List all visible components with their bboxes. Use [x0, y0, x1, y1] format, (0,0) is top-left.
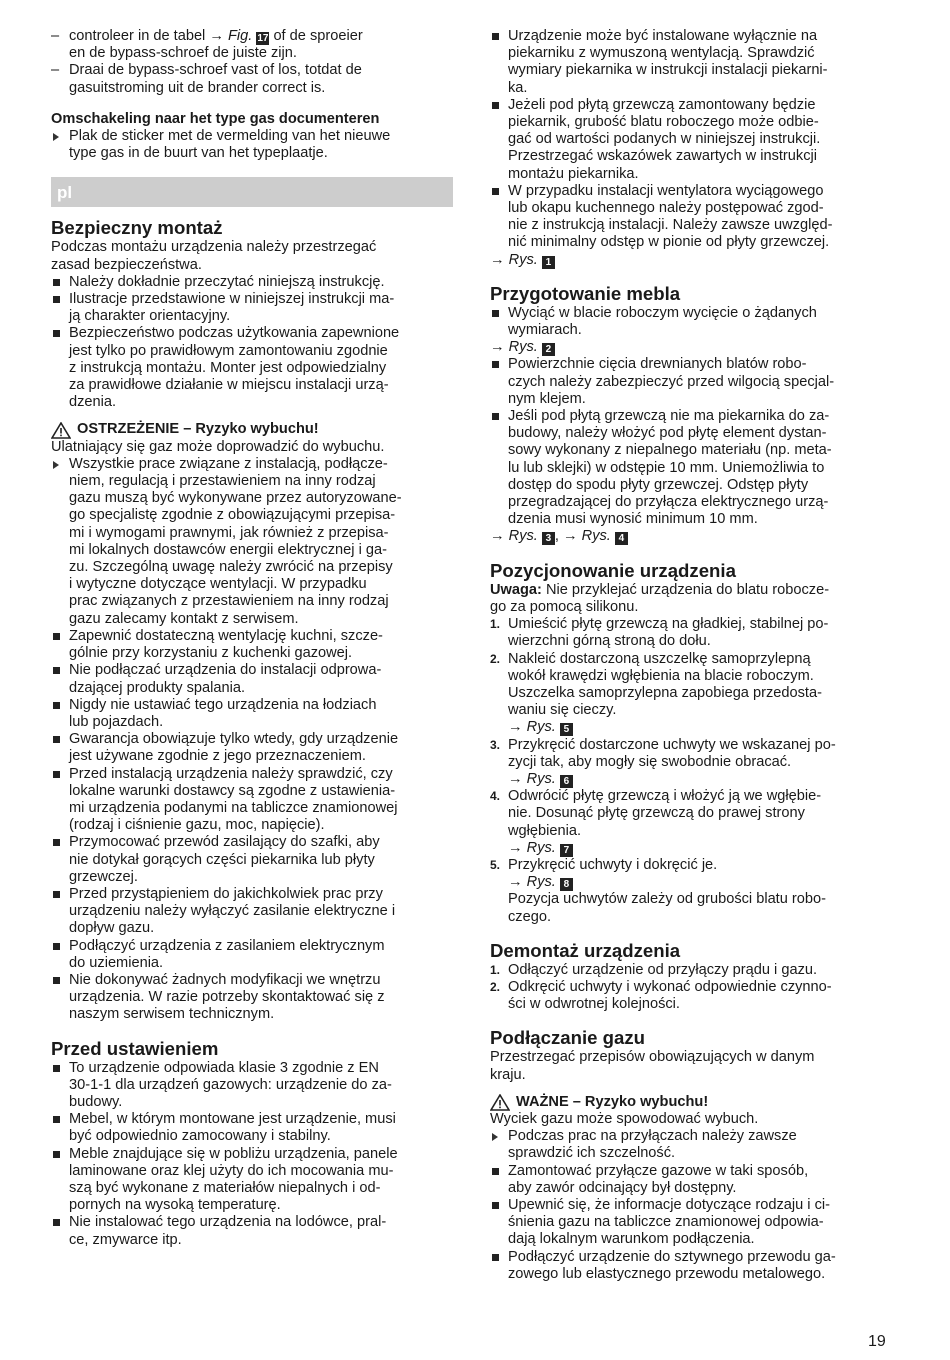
numbered-step: 2. Odkręcić uchwyty i wykonać odpowiednie czynno- ści w odwrotnej kolejności.: [490, 978, 832, 1013]
list-item: Należy dokładnie przeczytać niniejszą instrukcję.: [51, 274, 453, 291]
figure-ref-badge: 5: [560, 723, 573, 736]
list-item: Bezpieczeństwo podczas użytkowania zapewnione jest tylko po prawidłowym zamontowaniu zgodnie z instrukcją montażu. Monter jest odpowiedzialny za prawidłowe działanie w miejscu instalacji urzą- dzenia.: [51, 325, 453, 411]
step-item: Plak de sticker met de vermelding van het nieuwe type gas in de buurt van het typeplaatje.: [51, 128, 453, 162]
list-item: Przed instalacją urządzenia należy sprawdzić, czy lokalne warunki dostawcy są zgodne z ustawienia- mi urządzenia podanymi na tabliczce znamionowej (rodzaj i ciśnienie gazu, moc, napięcie).: [51, 766, 453, 835]
bullet-icon: [53, 1116, 60, 1123]
numbered-step: 5. Przykręcić uchwyty i dokręcić je. → Rys. 8 Pozycja uchwytów zależy od grubości blatu robo- czego.: [490, 857, 893, 926]
step-arrow-icon: [53, 133, 59, 141]
step-item: Podczas prac na przyłączach należy zawsze sprawdzić ich szczelność.: [490, 1128, 893, 1162]
figure-ref-badge: 8: [560, 878, 573, 891]
bullet-icon: [53, 296, 60, 303]
figure-ref: → Rys. 7: [508, 840, 893, 857]
section-heading: Omschakeling naar het type gas documenteren: [51, 110, 380, 127]
step-arrow-icon: [492, 1133, 498, 1141]
figure-ref-badge: 17: [257, 33, 269, 44]
bullet-icon: [53, 771, 60, 778]
bullet-list: [490, 1163, 893, 1283]
section-title: Pozycjonowanie urządzenia: [490, 559, 736, 581]
figure-ref: → Rys. 8: [508, 874, 893, 891]
dash-item: – Draai de bypass-schroef vast of los, totdat de gasuitstroming uit de brander correct is.: [51, 62, 362, 96]
dash-item: – controleer in de tabel → Fig. 17 of de sproeier en de bypass-schroef de juiste zijn.: [51, 28, 363, 62]
bullet-icon: [53, 633, 60, 640]
bullet-icon: [53, 839, 60, 846]
list-item: Nie dokonywać żadnych modyfikacji we wnętrzu urządzenia. W razie potrzeby skontaktować się z naszym serwisem technicznym.: [51, 972, 453, 1024]
section-title: Demontaż urządzenia: [490, 939, 681, 961]
bullet-icon: [492, 188, 499, 195]
bullet-icon: [53, 736, 60, 743]
figure-ref-badge: 4: [615, 532, 628, 545]
list-item: Podłączyć urządzenie do sztywnego przewodu ga- zowego lub elastycznego przewodu metalowego.: [490, 1249, 893, 1283]
bullet-icon: [492, 361, 499, 368]
step-arrow-icon: [53, 461, 59, 469]
step-number: 3.: [490, 737, 501, 752]
bullet-icon: [53, 1151, 60, 1158]
bullet-icon: [492, 1254, 499, 1261]
bullet-icon: [53, 943, 60, 950]
list-item: Zamontować przyłącze gazowe w taki sposób, aby zawór odcinający był dostępny.: [490, 1163, 893, 1197]
numbered-list: [490, 616, 893, 926]
bullet-icon: [53, 1219, 60, 1226]
bullet-icon: [53, 977, 60, 984]
list-item: Zapewnić dostateczną wentylację kuchni, szcze- gólnie przy korzystaniu z kuchenki gazowej.: [51, 628, 453, 662]
bullet-icon: [492, 1202, 499, 1209]
bullet-icon: [53, 702, 60, 709]
bullet-icon: [53, 667, 60, 674]
figure-ref: → Rys. 3 , → Rys. 4: [490, 528, 893, 545]
list-item: Mebel, w którym montowane jest urządzenie, musi być odpowiednio zamocowany i stabilny.: [51, 1111, 453, 1145]
left-column: – controleer in de tabel → Fig. 17 of de sproeier en de bypass-schroef de juiste zijn. – Draai de bypass-schroef vast of los, totdat de gasuitstroming uit de brander correct is. Omschakeling naar het type gas documenteren Plak de sticker met de vermelding van het nieuwe type gas in de buurt van het typeplaatje. pl Bezpieczny montaż Podczas montażu urządzenia należy przestrzegać zasad bezpieczeństwa. Należy dokładnie przeczytać niniejszą instrukcję. Ilustracje przedstawione w niniejszej instrukcji ma- ją charakter orientacyjny. Bezpieczeństwo podczas użytkowania zapewnione jest tylko po prawidłowym zamontowaniu zgodnie z instrukcją montażu. Monter jest odpowiedzialny za prawidłowe działanie w miejscu instalacji urzą- dzenia. OSTRZEŻENIE – Ryzyko wybuchu! Ulatniający się gaz może doprowadzić do wybuchu. Wszystkie prace związane z instalacją, podłącze- niem, regulacją i przestawieniem na inny rodzaj gazu muszą być wykonywane przez autoryzowane- go specjalistę zgodnie z obowiązującymi przepisa- mi i wymogami prawnymi, jak również z przepisa- mi lokalnych dostawców energii elektrycznej i ga- zu. Szczególną uwagę należy zwrócić na przepisy i wytyczne dotyczące wentylacji. W przypadku prac związanych z przestawieniem na inny rodzaj gazu zalecamy kontakt z serwisem. Zapewnić dostateczną wentylację kuchni, szcze- gólnie przy korzystaniu z kuchenki gazowej. Nie podłączać urządzenia do instalacji odprowa- dzającej produkty spalania. Nigdy nie ustawiać tego urządzenia na łodziach lub pojazdach. Gwarancja obowiązuje tylko wtedy, gdy urządzenie jest używane zgodnie z jego przeznaczeniem. Przed instalacją urządzenia należy sprawdzić, czy lokalne warunki dostawcy są zgodne z ustawienia- mi urządzenia podanymi na tabliczce znamionowej (rodzaj i ciśnienie gazu, moc, napięcie). Przymocować przewód zasilający do szafki, aby nie dotykał gorących części piekarnika lub płyty grzewczej. Przed przystąpieniem do jakichkolwiek prac przy urządzeniu należy wyłączyć zasilanie elektryczne i dopływ gazu. Podłączyć urządzenia z zasilaniem elektrycznym do uziemienia. Nie dokonywać żadnych modyfikacji we wnętrzu urządzenia. W razie potrzeby skontaktować się z naszym serwisem technicznym. Przed ustawieniem To urządzenie odpowiada klasie 3 zgodnie z EN 30-1-1 dla urządzeń gazowych: urządzenie do za- budowy. Mebel, w którym montowane jest urządzenie, musi być odpowiednio zamocowany i stabilny. Meble znajdujące się w pobliżu urządzenia, panele laminowane oraz klej użyty do ich mocowania mu- szą być wykonane z materiałów niepalnych i od- pornych na wysoką temperaturę. Nie instalować tego urządzenia na lodówce, pral- ce, zmywarce itp.: [51, 28, 453, 1249]
language-bar: pl: [51, 177, 453, 207]
bullet-icon: [492, 310, 499, 317]
bullet-list: [51, 628, 453, 1024]
warning-icon: [490, 1094, 510, 1111]
note: Uwaga: Nie przyklejać urządzenia do blatu robocze-: [490, 581, 830, 598]
figure-ref-badge: 7: [560, 844, 573, 857]
list-item: Gwarancja obowiązuje tylko wtedy, gdy urządzenie jest używane zgodnie z jego przeznaczeniem.: [51, 731, 453, 765]
figure-ref-badge: 2: [542, 343, 555, 356]
numbered-step: 4. Odwrócić płytę grzewczą i włożyć ją we wgłębie- nie. Dosunąć płytę grzewczą do prawej strony wgłębienia. → Rys. 7: [490, 788, 893, 857]
figure-ref: → Rys. 5: [508, 719, 893, 736]
step-number: 2.: [490, 651, 501, 666]
list-item: Jeśli pod płytą grzewczą nie ma piekarnika do za- budowy, należy włożyć pod płytę element dystan- sowy wykonany z niepalnego materiału (np. meta- lu lub sklejki) w odstępie 10 mm. Uniemożliwia to dostęp do spodu płyty grzewczej. Odstęp płyty przegradzającej do przyłącza elektrycznego urzą- dzenia musi wynosić minimum 10 mm.: [490, 408, 893, 528]
warning-title: OSTRZEŻENIE – Ryzyko wybuchu!: [51, 421, 453, 438]
warning-icon: [51, 422, 71, 439]
list-item: Przymocować przewód zasilający do szafki, aby nie dotykał gorących części piekarnika lub płyty grzewczej.: [51, 834, 453, 886]
bullet-icon: [492, 413, 499, 420]
step-number: 5.: [490, 857, 501, 872]
section-title: Podłączanie gazu: [490, 1027, 645, 1049]
list-item: Urządzenie może być instalowane wyłącznie na piekarniku z wymuszoną wentylacją. Sprawdzić wymiary piekarnika w instrukcji instalacji piekarni- ka.: [490, 28, 893, 97]
list-item: Meble znajdujące się w pobliżu urządzenia, panele laminowane oraz klej użyty do ich mocowania mu- szą być wykonane z materiałów niepalnych i od- pornych na wysoką temperaturę.: [51, 1146, 453, 1215]
list-item: W przypadku instalacji wentylatora wyciągowego lub okapu kuchennego należy postępować zgod- nie z instrukcją instalacji. Należy zawsze uwzględ- nić minimalny odstęp w pionie od płyty grzewczej.: [490, 183, 893, 252]
section-title: Przygotowanie mebla: [490, 282, 681, 304]
numbered-step: 2. Nakleić dostarczoną uszczelkę samoprzylepną wokół krawędzi wgłębienia na blacie roboczym. Uszczelka samoprzylepna zapobiega przedosta- waniu się cieczy. → Rys. 5: [490, 651, 893, 737]
list-item: Nigdy nie ustawiać tego urządzenia na łodziach lub pojazdach.: [51, 697, 453, 731]
numbered-step: 3. Przykręcić dostarczone uchwyty we wskazanej po- zycji tak, aby mogły się swobodnie obracać. → Rys. 6: [490, 737, 893, 789]
step-item: Wszystkie prace związane z instalacją, podłącze- niem, regulacją i przestawieniem na inny rodzaj gazu muszą być wykonywane przez autoryzowane- go specjalistę zgodnie z obowiązującymi przepisa- mi i wymogami prawnymi, jak również z przepisa- mi lokalnych dostawców energii elektrycznej i ga- zu. Szczególną uwagę należy zwrócić na przepisy i wytyczne dotyczące wentylacji. W przypadku prac związanych z przestawieniem na inny rodzaj gazu zalecamy kontakt z serwisem.: [51, 456, 453, 628]
bullet-list: [490, 356, 893, 528]
figure-ref: → Rys. 6: [508, 771, 893, 788]
list-item: Przed przystąpieniem do jakichkolwiek prac przy urządzeniu należy wyłączyć zasilanie elektryczne i dopływ gazu.: [51, 886, 453, 938]
list-item: Nie instalować tego urządzenia na lodówce, pral- ce, zmywarce itp.: [51, 1214, 453, 1248]
bullet-icon: [53, 891, 60, 898]
warning-title: WAŻNE – Ryzyko wybuchu!: [490, 1094, 893, 1111]
bullet-icon: [53, 279, 60, 286]
step-number: 2.: [490, 979, 501, 994]
numbered-step: 1. Umieścić płytę grzewczą na gładkiej, stabilnej po- wierzchni górną stroną do dołu.: [490, 616, 829, 650]
bullet-list: [51, 274, 453, 412]
bullet-icon: [492, 33, 499, 40]
step-number: 1.: [490, 617, 501, 632]
figure-ref: → Rys. 2: [490, 339, 893, 356]
bullet-icon: [492, 102, 499, 109]
bullet-icon: [492, 1168, 499, 1175]
figure-ref-badge: 3: [542, 532, 555, 545]
page-number: 19: [868, 1333, 886, 1350]
dash-list: [51, 28, 453, 97]
right-column: Urządzenie może być instalowane wyłącznie na piekarniku z wymuszoną wentylacją. Sprawdzić wymiary piekarnika w instrukcji instalacji piekarni- ka. Jeżeli pod płytą grzewczą zamontowany będzie piekarnik, grubość blatu roboczego może odbie- gać od wartości podanych w niniejszej instrukcji. Przestrzegać wskazówek zawartych w instrukcji montażu piekarnika. W przypadku instalacji wentylatora wyciągowego lub okapu kuchennego należy postępować zgod- nie z instrukcją instalacji. Należy zawsze uwzględ- nić minimalny odstęp w pionie od płyty grzewczej. → Rys. 1 Przygotowanie mebla Wyciąć w blacie roboczym wycięcie o żądanych wymiarach. → Rys. 2 Powierzchnie cięcia drewnianych blatów robo- czych należy zabezpieczyć przed wilgocią specjal- nym klejem. Jeśli pod płytą grzewczą nie ma piekarnika do za- budowy, należy włożyć pod płytę element dystan- sowy wykonany z niepalnego materiału (np. meta- lu lub sklejki) w odstępie 10 mm. Uniemożliwia to dostęp do spodu płyty grzewczej. Odstęp płyty przegradzającej do przyłącza elektrycznego urzą- dzenia musi wynosić minimum 10 mm. → Rys. 3 , → Rys. 4 Pozycjonowanie urządzenia Uwaga: Nie przyklejać urządzenia do blatu robocze- go za pomocą silikonu. 1. Umieścić płytę grzewczą na gładkiej, stabilnej po- wierzchni górną stroną do dołu. 2. Nakleić dostarczoną uszczelkę samoprzylepną wokół krawędzi wgłębienia na blacie roboczym. Uszczelka samoprzylepna zapobiega przedosta- waniu się cieczy. → Rys. 5 3. Przykręcić dostarczone uchwyty we wskazanej po- zycji tak, aby mogły się swobodnie obracać. → Rys. 6 4. Odwrócić płytę grzewczą i włożyć ją we wgłębie- nie. Dosunąć płytę grzewczą do prawej strony wgłębienia. → Rys. 7 5. Przykręcić uchwyty i dokręcić je. → Rys. 8 Pozycja uchwytów zależy od grubości blatu robo- czego. Demontaż urządzenia 1. Odłączyć urządzenie od przyłączy prądu i gazu. 2. Odkręcić uchwyty i wykonać odpowiednie czynno- ści w odwrotnej kolejności. Podłączanie gazu Przestrzegać przepisów obowiązujących w danym kraju. WAŻNE – Ryzyko wybuchu! Wyciek gazu może spowodować wybuch. Podczas prac na przyłączach należy zawsze sprawdzić ich szczelność. Zamontować przyłącze gazowe w taki sposób, aby zawór odcinający był dostępny. Upewnić się, że informacje dotyczące rodzaju i ci- śnienia gazu na tabliczce znamionowej odpowia- dają lokalnym warunkom podłączenia. Podłączyć urządzenie do sztywnego przewodu ga- zowego lub elastycznego przewodu metalowego.: [490, 28, 893, 1283]
list-item: Nie podłączać urządzenia do instalacji odprowa- dzającej produkty spalania.: [51, 662, 453, 696]
bullet-list: [51, 1060, 453, 1249]
figure-ref-badge: 1: [542, 256, 555, 269]
numbered-step: 1. Odłączyć urządzenie od przyłączy prądu i gazu.: [490, 961, 818, 978]
figure-ref: → Rys. 1: [490, 252, 893, 269]
section-title: Przed ustawieniem: [51, 1037, 219, 1059]
list-item: Podłączyć urządzenia z zasilaniem elektrycznym do uziemienia.: [51, 938, 453, 972]
list-item: Upewnić się, że informacje dotyczące rodzaju i ci- śnienia gazu na tabliczce znamionowej odpowia- dają lokalnym warunkom podłączenia.: [490, 1197, 893, 1249]
bullet-icon: [53, 1065, 60, 1072]
numbered-list: [490, 962, 893, 1014]
list-item: Jeżeli pod płytą grzewczą zamontowany będzie piekarnik, grubość blatu roboczego może odbie- gać od wartości podanych w niniejszej instrukcji. Przestrzegać wskazówek zawartych w instrukcji montażu piekarnika.: [490, 97, 893, 183]
list-item: To urządzenie odpowiada klasie 3 zgodnie z EN 30-1-1 dla urządzeń gazowych: urządzenie do za- budowy.: [51, 1060, 453, 1112]
bullet-icon: [53, 330, 60, 337]
bullet-list: [490, 28, 893, 252]
figure-ref-badge: 6: [560, 775, 573, 788]
step-number: 4.: [490, 789, 501, 804]
step-number: 1.: [490, 962, 501, 977]
list-item: Ilustracje przedstawione w niniejszej instrukcji ma- ją charakter orientacyjny.: [51, 291, 453, 325]
list-item: Powierzchnie cięcia drewnianych blatów robo- czych należy zabezpieczyć przed wilgocią specjal- nym klejem.: [490, 356, 893, 408]
section-title: Bezpieczny montaż: [51, 217, 223, 239]
list-item: Wyciąć w blacie roboczym wycięcie o żądanych wymiarach.: [490, 305, 893, 339]
